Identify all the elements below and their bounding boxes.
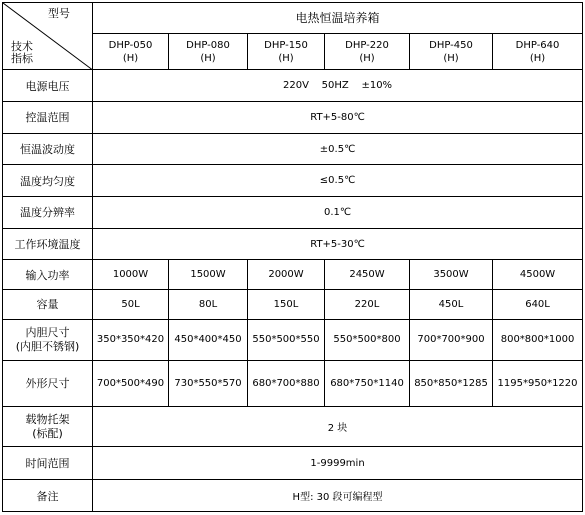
model-header: DHP-150 (H) [248, 33, 325, 70]
spec-table [2, 2, 583, 512]
row-label-time-range: 时间范围 [3, 447, 93, 480]
outer-size-value: 1195*950*1220 [493, 360, 583, 406]
power-value: 3500W [410, 260, 493, 290]
table-row [3, 406, 583, 447]
inner-size-value: 350*350*420 [93, 319, 169, 360]
outer-size-value: 680*750*1140 [325, 360, 410, 406]
table-row [3, 319, 583, 360]
power-value: 1000W [93, 260, 169, 290]
table-title: 电热恒温培养箱 [93, 3, 583, 34]
shelves-value: 2 块 [93, 406, 583, 447]
table-row [3, 447, 583, 480]
capacity-value: 450L [410, 290, 493, 320]
outer-size-value: 730*550*570 [169, 360, 248, 406]
table-row [3, 102, 583, 134]
model-header: DHP-220 (H) [325, 33, 410, 70]
outer-size-value: 680*700*880 [248, 360, 325, 406]
capacity-value: 640L [493, 290, 583, 320]
power-value: 2000W [248, 260, 325, 290]
table-row [3, 290, 583, 320]
inner-size-value: 450*400*450 [169, 319, 248, 360]
remark-value: H型: 30 段可编程型 [93, 480, 583, 512]
voltage-value: 220V 50HZ ±10% [93, 70, 583, 102]
table-row [3, 360, 583, 406]
row-label-shelves: 载物托架 (标配) [3, 406, 93, 447]
table-row [3, 133, 583, 165]
table-row [3, 228, 583, 260]
resolution-value: 0.1℃ [93, 197, 583, 229]
model-header: DHP-640 (H) [493, 33, 583, 70]
row-label-power: 输入功率 [3, 260, 93, 290]
temp-range-value: RT+5-80℃ [93, 102, 583, 134]
row-label-voltage: 电源电压 [3, 70, 93, 102]
table-row [3, 165, 583, 197]
power-value: 4500W [493, 260, 583, 290]
row-label-temp-range: 控温范围 [3, 102, 93, 134]
inner-size-value: 550*500*550 [248, 319, 325, 360]
model-header: DHP-050 (H) [93, 33, 169, 70]
outer-size-value: 700*500*490 [93, 360, 169, 406]
time-range-value: 1-9999min [93, 447, 583, 480]
row-label-remark: 备注 [3, 480, 93, 512]
uniformity-value: ≤0.5℃ [93, 165, 583, 197]
model-header: DHP-450 (H) [410, 33, 493, 70]
spec-header-label: 技术 指标 [11, 40, 33, 66]
table-row [3, 70, 583, 102]
row-label-uniformity: 温度均匀度 [3, 165, 93, 197]
inner-size-value: 800*800*1000 [493, 319, 583, 360]
row-label-resolution: 温度分辨率 [3, 197, 93, 229]
row-label-inner-size: 内胆尺寸 (内胆不锈钢) [3, 319, 93, 360]
table-row [3, 260, 583, 290]
row-label-ambient: 工作环境温度 [3, 228, 93, 260]
capacity-value: 80L [169, 290, 248, 320]
row-label-fluctuation: 恒温波动度 [3, 133, 93, 165]
capacity-value: 50L [93, 290, 169, 320]
fluctuation-value: ±0.5℃ [93, 133, 583, 165]
capacity-value: 220L [325, 290, 410, 320]
table-row [3, 197, 583, 229]
ambient-value: RT+5-30℃ [93, 228, 583, 260]
row-label-outer-size: 外形尺寸 [3, 360, 93, 406]
model-header-label: 型号 [48, 7, 70, 20]
table-row [3, 480, 583, 512]
outer-size-value: 850*850*1285 [410, 360, 493, 406]
header-corner-cell [3, 3, 93, 70]
row-label-capacity: 容量 [3, 290, 93, 320]
power-value: 2450W [325, 260, 410, 290]
inner-size-value: 700*700*900 [410, 319, 493, 360]
capacity-value: 150L [248, 290, 325, 320]
power-value: 1500W [169, 260, 248, 290]
model-header: DHP-080 (H) [169, 33, 248, 70]
inner-size-value: 550*500*800 [325, 319, 410, 360]
